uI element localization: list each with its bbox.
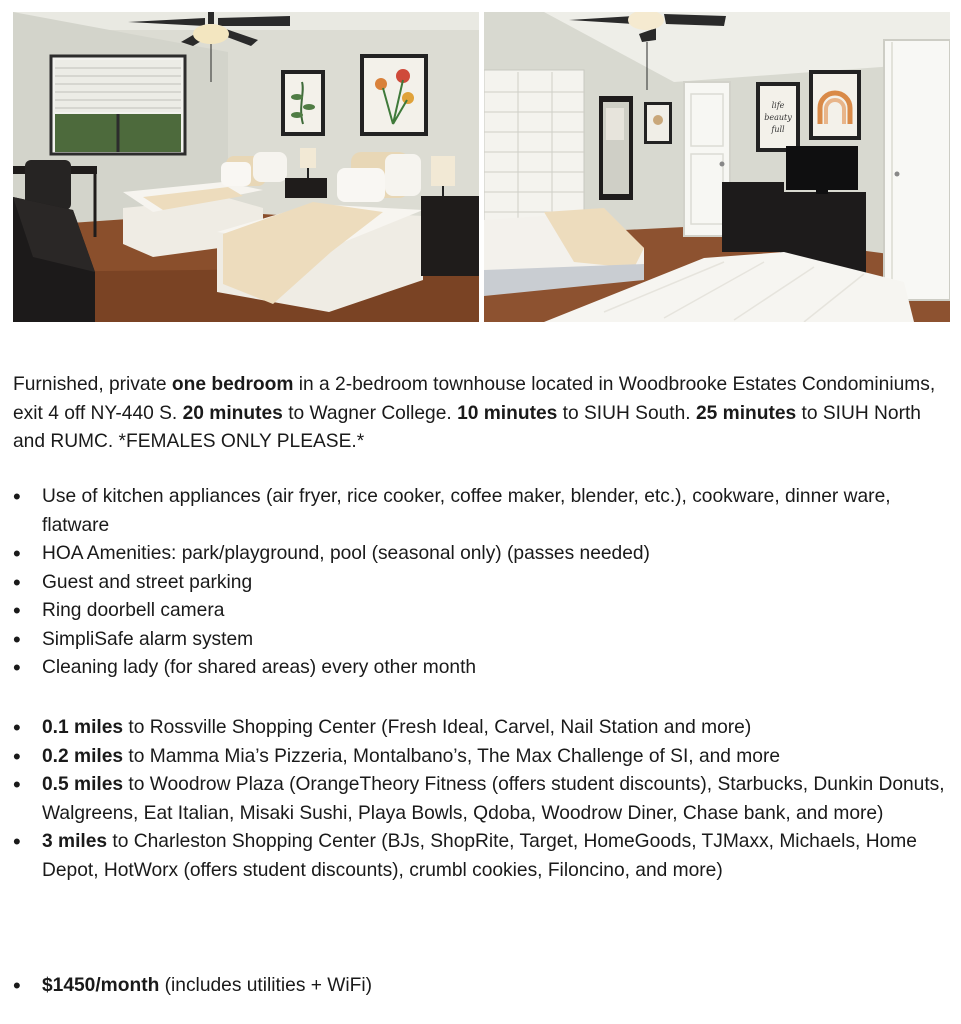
amenities-list: [13, 483, 948, 683]
list-item: • Guest and street parking: [13, 569, 948, 598]
place-description: to Woodrow Plaza (OrangeTheory Fitness (offers student discounts), Starbucks, Dunkin Donuts, Walgreens, Eat Italian, Misaki Sushi, Playa Bowls, Qdoba, Woodrow Diner, Chase bank, and more): [42, 774, 945, 824]
distance: 0.1 miles: [42, 717, 124, 738]
list-item: • Cleaning lady (for shared areas) every other month: [13, 654, 948, 683]
place-description: to Rossville Shopping Center (Fresh Ideal, Carvel, Nail Station and more): [123, 717, 752, 738]
price-item: [13, 972, 948, 1001]
intro-text: Furnished, private: [13, 374, 172, 395]
bedroom-photo-closet-tv: [484, 12, 950, 322]
list-item: • HOA Amenities: park/playground, pool (seasonal only) (passes needed): [13, 540, 948, 569]
svg-text:life: life: [771, 101, 785, 110]
listing-description: [13, 371, 948, 457]
list-item: • Use of kitchen appliances (air fryer, rice cooker, coffee maker, blender, etc.), cookware, dinner ware, flatware: [13, 483, 948, 540]
intro-text: to SIUH North and RUMC. *FEMALES ONLY PLEASE.*: [13, 402, 921, 452]
commute-time-wagner: 20 minutes: [182, 402, 283, 424]
intro-text: in a 2-bedroom townhouse located in Woodbrooke Estates Condominiums, exit 4 off NY-440 S.: [13, 374, 936, 424]
list-item: • Ring doorbell camera: [13, 597, 948, 626]
price-list: [13, 972, 948, 1001]
nearby-places-list: [13, 714, 948, 885]
list-item: [13, 714, 948, 743]
list-item: [13, 743, 948, 772]
distance: 0.2 miles: [42, 745, 124, 767]
list-item: • SimpliSafe alarm system: [13, 626, 948, 655]
distance: 0.5 miles: [42, 774, 124, 795]
room-type: one bedroom: [171, 374, 294, 395]
list-item: [13, 828, 948, 885]
rent-amount: $1450/month: [42, 975, 160, 996]
svg-text:full: full: [771, 125, 785, 134]
place-description: to Charleston Shopping Center (BJs, ShopRite, Target, HomeGoods, TJMaxx, Michaels, Home Depot, HotWorx (offers student discounts), crumbl cookies, Filoncino, and more): [42, 831, 917, 881]
intro-text: to Wagner College.: [282, 402, 458, 424]
distance: 3 miles: [42, 831, 108, 852]
commute-time-siuh-north: 25 minutes: [695, 402, 797, 424]
rent-note: (includes utilities + WiFi): [159, 975, 373, 996]
place-description: to Mamma Mia’s Pizzeria, Montalbano’s, The Max Challenge of SI, and more: [123, 745, 781, 767]
commute-time-siuh-south: 10 minutes: [457, 402, 558, 424]
bedroom-photo-twin-beds: [13, 12, 479, 322]
svg-text:beauty: beauty: [764, 113, 792, 122]
list-item: [13, 771, 948, 828]
intro-text: to SIUH South.: [557, 402, 696, 424]
